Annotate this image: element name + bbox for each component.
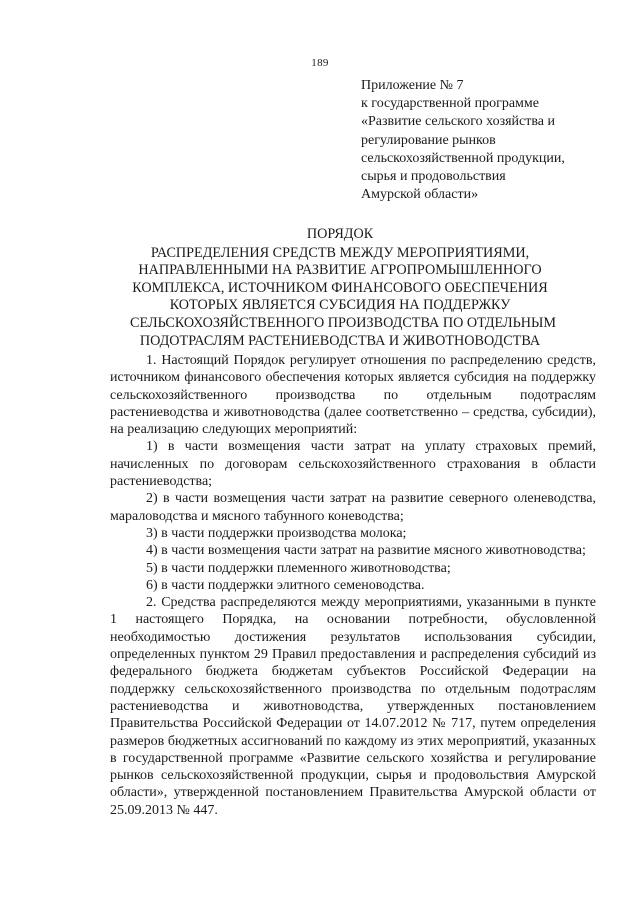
document-body [110, 352, 596, 819]
title-line: НАПРАВЛЕННЫМИ НА РАЗВИТИЕ АГРОПРОМЫШЛЕННОГО [138, 262, 542, 279]
paragraph-1: 1. Настоящий Порядок регулирует отношения по распределению средств, источником финансового обеспечения которых является субсидия на поддержку сельскохозяйственного производства по отдельным подотраслям растениеводства и животноводства (далее соответственно – средства, субсидии), на реализацию следующих мероприятий: [110, 353, 596, 438]
appendix-line: Амурской области» [361, 187, 479, 203]
appendix-line: к государственной программе [361, 96, 539, 112]
list-item: 1) в части возмещения части затрат на уплату страховых премий, начисленных по договорам сельскохозяйственного страхования в области растениеводства; [110, 439, 596, 490]
title-line: ПОДОТРАСЛЯМ РАСТЕНИЕВОДСТВА И ЖИВОТНОВОДСТВА [139, 332, 541, 349]
appendix-line: регулирование рынков [361, 132, 496, 148]
appendix-line: сельскохозяйственной продукции, [361, 150, 565, 166]
title-line: КОМПЛЕКСА, ИСТОЧНИКОМ ФИНАНСОВОГО ОБЕСПЕЧЕНИЯ [132, 279, 548, 296]
list-item: 3) в части поддержки производства молока; [146, 525, 407, 541]
appendix-block [361, 77, 611, 204]
list-item: 4) в части возмещения части затрат на развитие мясного животноводства; [146, 543, 586, 559]
list-item: 2) в части возмещения части затрат на развитие северного оленеводства, мараловодства и мясного табунного коневодства; [110, 491, 596, 524]
appendix-line: Приложение № 7 [361, 78, 464, 93]
list-item: 6) в части поддержки элитного семеноводства. [146, 577, 425, 593]
document-title [130, 226, 557, 350]
page-number: 189 [311, 57, 329, 69]
paragraph-2: 2. Средства распределяются между мероприятиями, указанными в пункте 1 настоящего Порядка, на основании потребности, обусловленной необходимостью достижения результатов использования субсидии, определенных пунктом 29 Правил предоставления и распределения субсидий из федерального бюджета бюджетам субъектов Российской Федерации на поддержку сельскохозяйственного производства по отдельным подотраслям растениеводства и животноводства, утвержденных постановлением Правительства Российской Федерации от 14.07.2012 № 717, путем определения размеров бюджетных ассигнований по каждому из этих мероприятий, указанных в государственной программе «Развитие сельского хозяйства и регулирование рынков сельскохозяйственной продукции, сырья и продовольствия Амурской области», утвержденной постановлением Правительства Амурской области от 25.09.2013 № 447. [110, 595, 596, 818]
title-line: КОТОРЫХ ЯВЛЯЕТСЯ СУБСИДИЯ НА ПОДДЕРЖКУ [169, 297, 511, 314]
title-line: РАСПРЕДЕЛЕНИЯ СРЕДСТВ МЕЖДУ МЕРОПРИЯТИЯМИ, [150, 244, 530, 261]
appendix-line: «Развитие сельского хозяйства и [361, 114, 556, 130]
appendix-line: сырья и продовольствия [361, 169, 506, 185]
title-heading: ПОРЯДОК [306, 226, 374, 242]
list-item: 5) в части поддержки племенного животноводства; [146, 560, 451, 576]
title-line: СЕЛЬСКОХОЗЯЙСТВЕННОГО ПРОИЗВОДСТВА ПО ОТДЕЛЬНЫМ [130, 314, 557, 331]
